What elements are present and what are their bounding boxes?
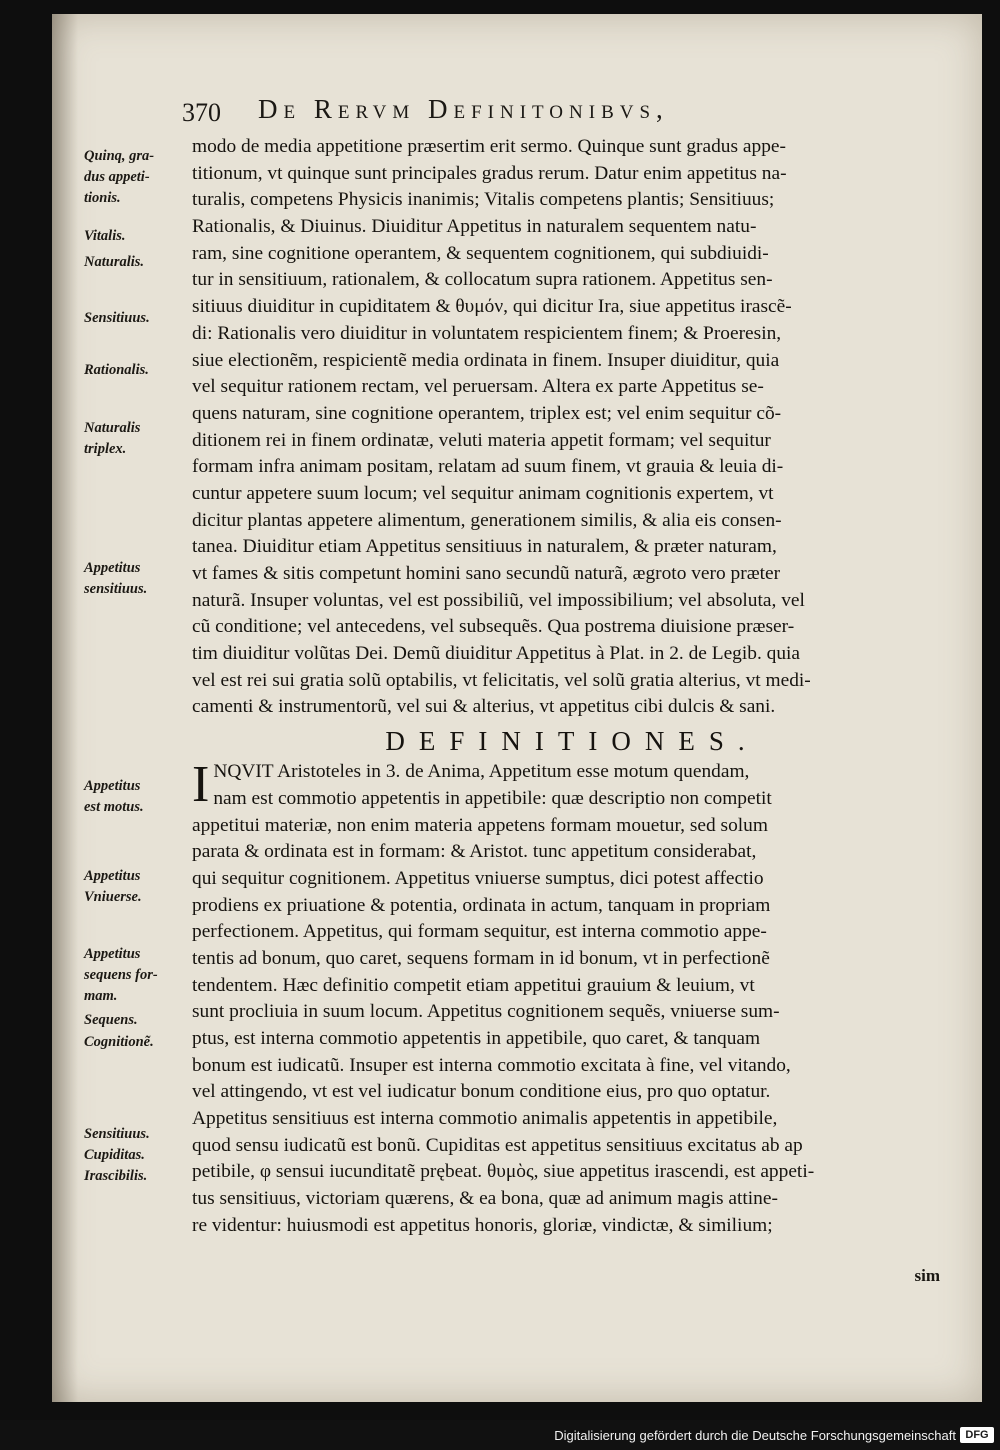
text-line: qui sequitur cognitionem. Appetitus vniuerse sumptus, dici potest affectio <box>192 867 764 889</box>
margin-note: Appetitus Vniuerse. <box>84 868 142 905</box>
text-line: petibile, φ sensui iucunditatẽ prębeat. θυμὸς, siue appetitus irascendi, est appeti- <box>192 1161 815 1183</box>
text-line: vel sequitur rationem rectam, vel peruersam. Altera ex parte Appetitus se- <box>192 376 764 398</box>
text-line: tim diuiditur volũtas Dei. Demũ diuiditur Appetitus à Plat. in 2. de Legib. quia <box>192 643 801 665</box>
text-line: tus sensitiuus, victoriam quærens, & ea bona, quæ ad animum magis attine- <box>192 1188 778 1210</box>
margin-note: Quinq, gra- dus appeti- tionis. <box>84 148 155 206</box>
text-line: titionum, vt quinque sunt principales gradus rerum. Datur enim appetitus na- <box>192 162 787 184</box>
section-heading: DEFINITIONES. <box>385 726 759 757</box>
margin-note: Sequens. <box>84 1012 138 1028</box>
dropcap-paragraph-start <box>192 756 952 814</box>
text-line: cũ conditione; vel antecedens, vel subsequẽs. Qua postrema diuisione præser- <box>192 616 795 638</box>
text-line: Appetitus sensitiuus est interna commotio animalis appetentis in appetibile, <box>192 1108 778 1130</box>
text-line: vt fames & sitis competunt homini sano secundũ naturã, ægroto vero præter <box>192 563 781 584</box>
text-line: NQVIT Aristoteles in 3. de Anima, Appetitum esse motum quendam, <box>213 761 750 783</box>
text-line: re videntur: huiusmodi est appetitus honoris, gloriæ, vindictæ, & similium; <box>192 1214 773 1236</box>
text-line: prodiens ex priuatione & potentia, ordinata in actum, tanquam in propriam <box>192 894 771 916</box>
margin-note: Appetitus sequens for- mam. <box>84 946 158 1004</box>
text-line: ram, sine cognitione operantem, & sequentem cognitionem, qui subdiuidi- <box>192 242 769 264</box>
text-line: nam est commotio appetentis in appetibile: quæ descriptio non competit <box>213 787 772 809</box>
margin-note: Sensitiuus. <box>84 310 150 326</box>
gutter-shadow <box>52 14 78 1402</box>
text-line: di: Rationalis vero diuiditur in voluntatem respicientem finem; & Proeresin, <box>192 322 782 344</box>
text-line: parata & ordinata est in formam: & Aristot. tunc appetitum considerabat, <box>192 841 757 863</box>
text-line: siue electionẽm, respicientẽ media ordinata in finem. Insuper diuiditur, quia <box>192 349 780 371</box>
page-number: 370 <box>182 98 221 127</box>
running-title: De Rervm Definitonibvs, <box>258 94 669 124</box>
text-line: tur in sensitiuum, rationalem, & collocatum supra rationem. Appetitus sen- <box>192 269 773 291</box>
margin-note: Vitalis. <box>84 228 126 244</box>
margin-note: Appetitus est motus. <box>84 778 144 815</box>
text-line: tentis ad bonum, quo caret, sequens formam in id bonum, vt in perfectionẽ <box>192 947 770 969</box>
dropcap-letter: I <box>192 756 210 814</box>
margin-note: Sensitiuus. Cupiditas. Irascibilis. <box>84 1126 150 1184</box>
text-line: turalis, competens Physicis inanimis; Vitalis competens plantis; Sensitiuus; <box>192 189 775 211</box>
margin-note: Appetitus sensitiuus. <box>84 560 148 597</box>
text-line: Rationalis, & Diuinus. Diuiditur Appetitus in naturalem sequentem natu- <box>192 216 757 238</box>
text-line: modo de media appetitione præsertim erit sermo. Quinque sunt gradus appe- <box>192 136 786 157</box>
text-part-2 <box>192 813 952 1240</box>
book-page <box>52 14 982 1402</box>
text-line: quens naturam, sine cognitione operantem, triplex est; vel enim sequitur cõ- <box>192 402 782 424</box>
text-line: bonum est iudicatũ. Insuper est interna commotio excitata à fine, vel vitando, <box>192 1054 791 1076</box>
text-line: naturã. Insuper voluntas, vel est possibiliũ, vel impossibilium; vel absoluta, vel <box>192 589 805 611</box>
text-line: dicitur plantas appetere alimentum, generationem similis, & alia eis consen- <box>192 509 782 531</box>
footer-credit: Digitalisierung gefördert durch die Deutsche Forschungsgemeinschaft <box>554 1428 956 1443</box>
text-line: vel attingendo, vt est vel iudicatur bonum conditione eius, pro quo optatur. <box>192 1081 771 1103</box>
margin-note: Naturalis. <box>84 254 145 270</box>
margin-note: Naturalis triplex. <box>84 420 141 457</box>
text-line: ditionem rei in finem ordinatæ, veluti materia appetit formam; vel sequitur <box>192 429 771 451</box>
text-line: vel est rei sui gratia solũ optabilis, vt felicitatis, vel solũ gratia alterius, vt medi- <box>192 669 811 691</box>
margin-notes <box>84 14 194 1402</box>
text-line: formam infra animam positam, relatam ad suum finem, vt grauia & leuia di- <box>192 456 784 478</box>
text-line: tanea. Diuiditur etiam Appetitus sensitiuus in naturalem, & præter naturam, <box>192 536 777 558</box>
catchword: sim <box>914 1266 940 1285</box>
margin-note: Rationalis. <box>84 362 149 378</box>
text-line: camenti & instrumentorũ, vel sui & alterius, vt appetitus cibi dulcis & sani. <box>192 696 776 718</box>
text-line: sitiuus diuiditur in cupiditatem & θυμόν, qui dicitur Ira, siue appetitus irascẽ- <box>192 296 792 318</box>
page-header <box>182 94 902 134</box>
text-line: tendentem. Hæc definitio competit etiam appetitui grauium & leuium, vt <box>192 974 755 996</box>
text-line: ptus, est interna commotio appetentis in appetibile, quo caret, & tanquam <box>192 1028 761 1049</box>
text-part-1 <box>192 134 952 721</box>
text-line: cuntur appetere suum locum; vel sequitur animam cognitionis expertem, vt <box>192 482 774 504</box>
text-line: perfectionem. Appetitus, qui formam sequitur, est interna commotio appe- <box>192 921 767 943</box>
text-line: appetitui materiæ, non enim materia appetens formam mouetur, sed solum <box>192 814 768 836</box>
digitization-footer <box>0 1420 1000 1450</box>
margin-note: Cognitionẽ. <box>84 1034 154 1050</box>
text-line: quod sensu iudicatũ est bonũ. Cupiditas est appetitus sensitiuus excitatus ab ap <box>192 1134 803 1156</box>
text-line: sunt procliuia in suum locum. Appetitus cognitionem sequẽs, vniuerse sum- <box>192 1001 780 1023</box>
dfg-logo: DFG <box>960 1427 994 1443</box>
main-text <box>192 134 952 1240</box>
